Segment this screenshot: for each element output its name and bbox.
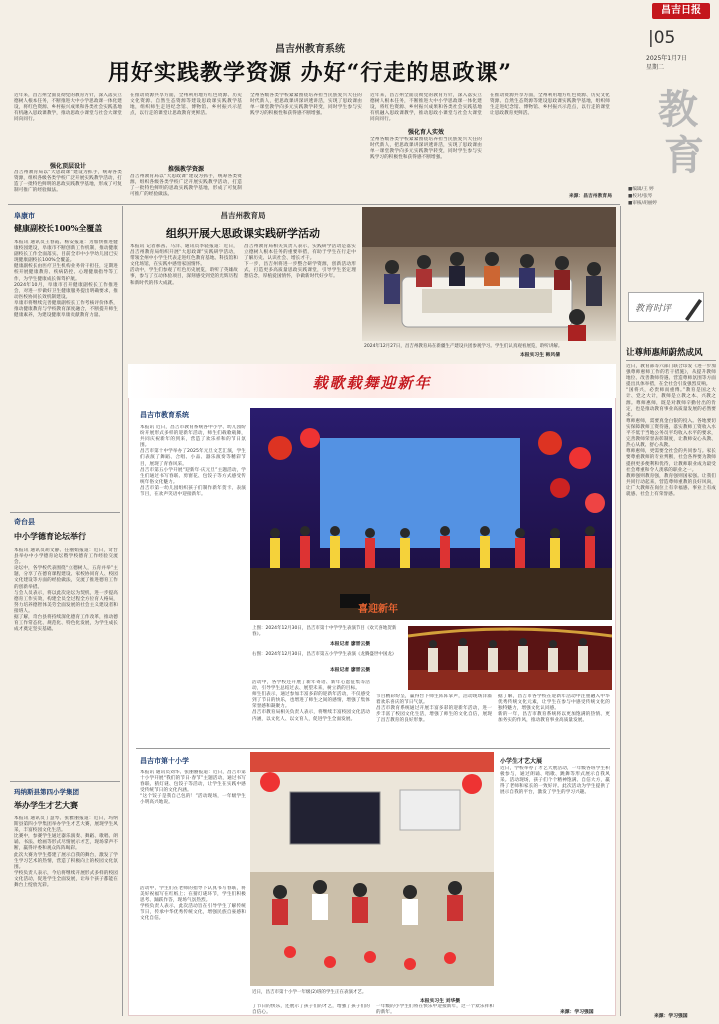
lead-col-5: 在推动资源共享方面，全州利用地方红色资源、历史文化资源、自然生态资源等建设思政课实践教学基地，组织师生走进纪念馆、博物馆、乡村振兴示范点，以行走的课堂让思政教育更鲜活。 [490,93,610,117]
festival-source: 来源：学习强国 [560,1010,594,1015]
festival-a-kicker: 昌吉市教育系统 [140,411,189,419]
festival-b-kicker: 昌吉市第十小学 [140,757,189,765]
study-photo-illustration [362,207,616,341]
divider-festival [136,748,610,749]
lead-col-3: 全州各级各类学校紧紧围绕培养担当民族复兴大任的时代新人，把思政课讲深讲透讲活，实现了思政课由单一课堂教学向多元实践教学转变，同时学生参与实践学习的积极性和获得感不断增强。 [250,93,362,117]
festival-b-col-2: 活动中，学生们在老师的指导下认真书写春联，将美好祝福写在红纸上；在猜灯谜环节，学生们积极思考、踊跃作答，现场气氛热烈。 学校负责人表示，此次活动旨在引导学生了解传统节日，传承中华优秀传统文化，增强民族自豪感和文化自信。 [140,886,246,922]
study-photo-credit: 本报实习生 韩风倩 [520,353,561,358]
stage-watermark: 喜迎新年 [358,604,398,615]
comment-tag-text: 教育时评 [635,304,672,314]
dance-illustration [408,626,612,690]
divider-left-2 [10,781,120,782]
qitai-region: 奇台县 [14,518,35,526]
pen-icon [681,295,703,321]
section-title-char-1: 教 [658,86,698,133]
issue-date: 2025年1月7日 [646,55,687,62]
festival-c-col: 近日，学校举办了才艺大展活动，一年级各班学生积极参与，通过朗诵、唱歌、跳舞等形式展示自我风采。活动现场，孩子们个个精神饱满、自信大方，赢得了老师和家长的一致好评。此次活动为学生提供了展示自我的平台，激发了学生的学习兴趣。 [500,766,610,796]
logo-text: 昌吉日报 [661,5,701,16]
qitai-headline: 中小学德育论坛举行 [14,531,86,541]
festival-photo2-caption: 右图：2024年12月30日，昌吉市第五小学学生表演《龙腾盛世中国龙》 [252,652,397,657]
festival-photo2-credit: 本报记者 廖晋云摄 [330,668,371,673]
comment-tag [628,292,704,322]
lead-source: 来源：昌吉州教育局 [568,194,612,199]
page-number: |05 [648,28,676,48]
festival-classroom-photo [250,752,494,986]
divider-left-col [122,206,123,1016]
festival-c-title: 小学生才艺大展 [500,758,543,765]
festival-b-col-3: 了节日的快乐，还展示了孩子们的才艺，增强了孩子们的自信心。 [252,1004,370,1016]
festival-a-col-4: 据了解，昌吉市各学校在迎新年活动中注重融入中华优秀传统文化元素，让学生在参与中感受传统文化的独特魅力，增强文化认同感。 新的一年，昌吉市教育系统将以更加饱满的热情、更加务实的作风，推动教育事业高质量发展。 [498,694,610,724]
mulei-headline: 举办学生才艺大赛 [14,800,78,810]
lead-kicker: 昌吉州教育系统 [275,44,345,55]
study-col-2: 昌吉州教育局相关负责人表示，实践研学活动是落实立德树人根本任务的重要举措，有助于学生在行走中了解历史、认识社会、增长才干。 下一步，昌吉州将进一步整合研学资源，创新活动形式，打造更多高质量思政实践课堂，引导学生坚定理想信念，厚植爱国情怀，争做新时代好少年。 [244,244,356,280]
festival-a-col-1: 本报讯 近日，昌吉市教育系统各中小学、幼儿园纷纷开展形式多样的迎新年活动，师生们载歌载舞，共同庆祝新年的到来，营造了欢乐祥和的节日氛围。 昌吉市第十中学举办了2025年元旦文艺汇演，学生们表演了舞蹈、合唱、小品、器乐演奏等精彩节目，展现了青春风采。 昌吉市第五小学开展“迎新年·庆元旦”主题活动，学生们通过书写春联、剪窗花、包饺子等方式感受传统年俗文化魅力。 昌吉市第一幼儿园组织孩子们制作新年贺卡、表演节目，在欢声笑语中迎接新年。 [140,425,246,498]
lead-col-1: 近年来，昌吉州全面贯彻党的教育方针，深入落实立德树人根本任务，不断推进大中小学思政课一体化建设，将红色资源、乡村振兴成果和各类社会实践基地有机融入思政课教学，推动思政小课堂与社会大课堂同向同行。 [14,93,122,123]
divider-comment [620,206,621,1016]
fukang-region: 阜康市 [14,212,35,220]
study-kicker: 昌吉州教育局 [220,211,266,220]
festival-classroom-caption: 近日，昌吉市第十小学一年级(2)班的学生正在表演才艺。 [252,990,367,995]
festival-stage-photo [250,408,612,620]
comment-body: 近日，教育部等六部门联合印发《进一步加强尊师惠师工作的若干措施》，从提升教师地位、改善教师待遇、营造尊师氛围等方面提出具体举措，在全社会引发强烈反响。 “国将兴，必贵师而重傅。”教育是国之大计、党之大计，教师是立教之本、兴教之源。尊师惠师，既是对教师辛勤付出的肯定，也是推动教育事业高质量发展的必然要求。 尊师惠师，需要真金白银的投入。各地要切实保障教师工资待遇，落实教师工资收入水平不低于当地公务员平均收入水平的要求，完善教师荣誉表彰制度，让教师安心从教、热心从教、舒心从教。 尊师惠师，更需要全社会的共同参与。家长要尊重教师的专业判断，社会各界要为教师提供更多便利和优待，让教师职业成为最受社会尊重和令人羡慕的职业之一。 教师强则教育强，教育强则国家强。让我们共同行动起来，营造尊师重教的良好风尚，让广大教师在岗位上有幸福感、事业上有成就感、社会上有荣誉感。 [626,364,716,497]
lead-headline: 用好实践教学资源 办好“行走的思政课” [108,60,512,86]
mulei-body: 本报讯 通讯员丁慧琴、张雅丽报道：近日，玛纳斯县第四小学集团举办学生才艺大赛，展现学生风采，丰富校园文化生活。 比赛中，参赛学生通过器乐演奏、舞蹈、歌唱、朗诵、书法、绘画等形式尽情展示才艺，现场掌声不断，赢得评委和观众阵阵喝彩。 此次大赛为学生搭建了展示自我的舞台，激发了学生学习艺术的热情，营造了积极向上的校园文化氛围。 学校负责人表示，今后将继续开展形式多样的校园文化活动，促进学生全面发展，让每个孩子都能在舞台上绽放光彩。 [14,816,118,889]
lead-col-1b: 昌吉州教育局以“大思政课”建设为抓手，统筹各类资源，组织各级各类学校广泛开展实践教学活动，打造了一批特色鲜明的思政实践教学基地，形成了可复制可推广的经验做法。 [14,170,122,194]
editor-credits: ■编辑/王 婷 ■校对/张琴 ■审核/胡丽婷 [628,187,657,206]
lead-col-2b: 昌吉州教育局以“大思政课”建设为抓手，统筹各类资源，组织各级各类学校广泛开展实践教学活动，打造了一批特色鲜明的思政实践教学基地，形成了可复制可推广的经验做法。 [130,174,242,198]
section-title-char-2: 育 [664,132,704,179]
lead-subhead-1: 强化顶层设计 [49,163,86,170]
festival-photo1-caption: 上图：2024年12月30日，昌吉市第十中学学生表演节目《欢天喜地贺新春》。 [252,626,397,637]
lead-col-4b: 全州各级各类学校紧紧围绕培养担当民族复兴大任的时代新人，把思政课讲深讲透讲活，实现了思政课由单一课堂教学向多元实践教学转变，同时学生参与实践学习的积极性和获得感不断增强。 [370,137,482,161]
study-photo-caption: 2024年12月27日，昌吉州教育局在新疆生产建设兵团参观学习。学生们认真观看展览，聆听讲解。 [364,344,563,349]
study-col-1: 本报讯 记者郝茜、马洋、通讯员李骁报道：近日，昌吉州教育局组织开展“大思政课”实践研学活动，带领全州中小学生代表走进红色教育基地、科技馆和文化场馆，在实践中感悟家国情怀。 活动中，学生们参观了红色历史展览，聆听了英雄故事，参与了互动体验项目，深刻感受到党的光辉历程和新时代的伟大成就。 [130,244,238,286]
fukang-headline: 健康副校长100%全覆盖 [14,223,103,233]
festival-a-col-2: 活动中，各学校还开展了新年寄语、新年心愿征集等活动，引导学生总结过去、展望未来，树立新的目标。 师生们表示，通过参加丰富多彩的迎新年活动，不仅感受到了节日的快乐，也增进了师生之间的感情，增强了集体荣誉感和凝聚力。 昌吉市教育局相关负责人表示，将继续丰富校园文化活动内涵，以文化人、以文育人，促进学生全面发展。 [252,680,370,722]
divider-lead [8,204,620,205]
fukang-body: 本报讯 通讯员王春霞、杨安报道：为加快推进健康校园建设，阜康市不断创新工作机制，推动健康副校长工作全面落实。目前全市中小学幼儿园已实现健康副校长100%全覆盖。 健康副校长由医疗卫生机构业务骨干担任，定期进校开展健康教育、疾病防控、心理健康指导等工作，为学生健康成长保驾护航。 2024年10月，阜康市召开健康副校长工作推进会，对进一步做好卫生健康服务提出明确要求，推动医校协同长效机制建设。 阜康市将继续完善健康副校长工作考核评价体系，推动健康教育与学校教育深度融合，不断提升师生健康素养，为建设健康阜康贡献教育力量。 [14,240,118,319]
festival-dance-photo [408,626,612,690]
festival-banner: 载歌载舞迎新年 [312,374,432,392]
festival-classroom-credit: 本报实习生 刘华摄 [420,999,461,1004]
festival-b-col-4: 一年级的小学生们将在快乐中迎接新年，过一个欢乐祥和的新年。 [376,1004,494,1016]
lead-subhead-2: 推强教学资源 [167,166,204,173]
comment-headline: 让尊师惠师蔚然成风 [626,348,703,358]
study-photo [362,207,616,341]
lead-col-2: 在推动资源共享方面，全州利用地方红色资源、历史文化资源、自然生态资源等建设思政课实践教学基地，组织师生走进纪念馆、博物馆、乡村振兴示范点，以行走的课堂让思政教育更鲜活。 [130,93,242,117]
festival-photo1-credit: 本报记者 廖晋云摄 [330,642,371,647]
divider-left-1 [10,512,120,513]
festival-a-col-3: 节目精彩纷呈，赢得台下师生阵阵掌声，活动现场洋溢着欢乐喜庆的节日气氛。 昌吉市教育系统通过开展丰富多彩的迎新年活动，进一步丰富了校园文化生活，增强了师生的文化自信，展现了昌吉教育的良好形象。 [376,694,492,724]
issue-weekday: 星期二 [646,64,665,71]
qitai-body: 本报讯 通讯员胡文静、任丽娟报道：近日，奇台县举办中小学德育论坛暨学校德育工作经验交流会。 论坛中，各学校代表围绕“立德树人，五育并举”主题，分享了在德育课程建设、家校协同育人、校园文化建设等方面的经验做法，交流了推进德育工作的创新举措。 与会人员表示，将以此次论坛为契机，进一步提高德育工作实效，构建全员全过程全方位育人格局，努力培养德智体美劳全面发展的社会主义建设者和接班人。 据了解，奇台县将持续深化德育工作改革，推动德育工作常态化、规范化、特色化发展，为学生成长成才奠定坚实基础。 [14,548,118,633]
study-headline: 组织开展大思政课实践研学活动 [166,227,320,240]
lead-col-4: 近年来，昌吉州全面贯彻党的教育方针，深入落实立德树人根本任务，不断推进大中小学思政课一体化建设，将红色资源、乡村振兴成果和各类社会实践基地有机融入思政课教学，推动思政小课堂与社会大课堂同向同行。 [370,93,482,123]
comment-source: 来源：学习强国 [654,1014,688,1019]
lead-subhead-3: 强化育人实效 [407,129,444,136]
classroom-illustration [250,752,494,986]
mulei-region: 玛纳斯县第四小学集团 [14,788,79,796]
stage-illustration [250,408,612,620]
divider-comment-head [626,360,716,361]
festival-b-col-1: 本报讯 通讯员刘华、张丽丽报道：近日，昌吉市第十小学开展“我们的节日·春节”主题活动，通过书写春联、猜灯谜、包饺子等活动，让学生在实践中感受传统节日的文化内涵。 “这个饺子是我自己包的！”活动现场，一年级学生小明高兴地说。 [140,770,246,806]
